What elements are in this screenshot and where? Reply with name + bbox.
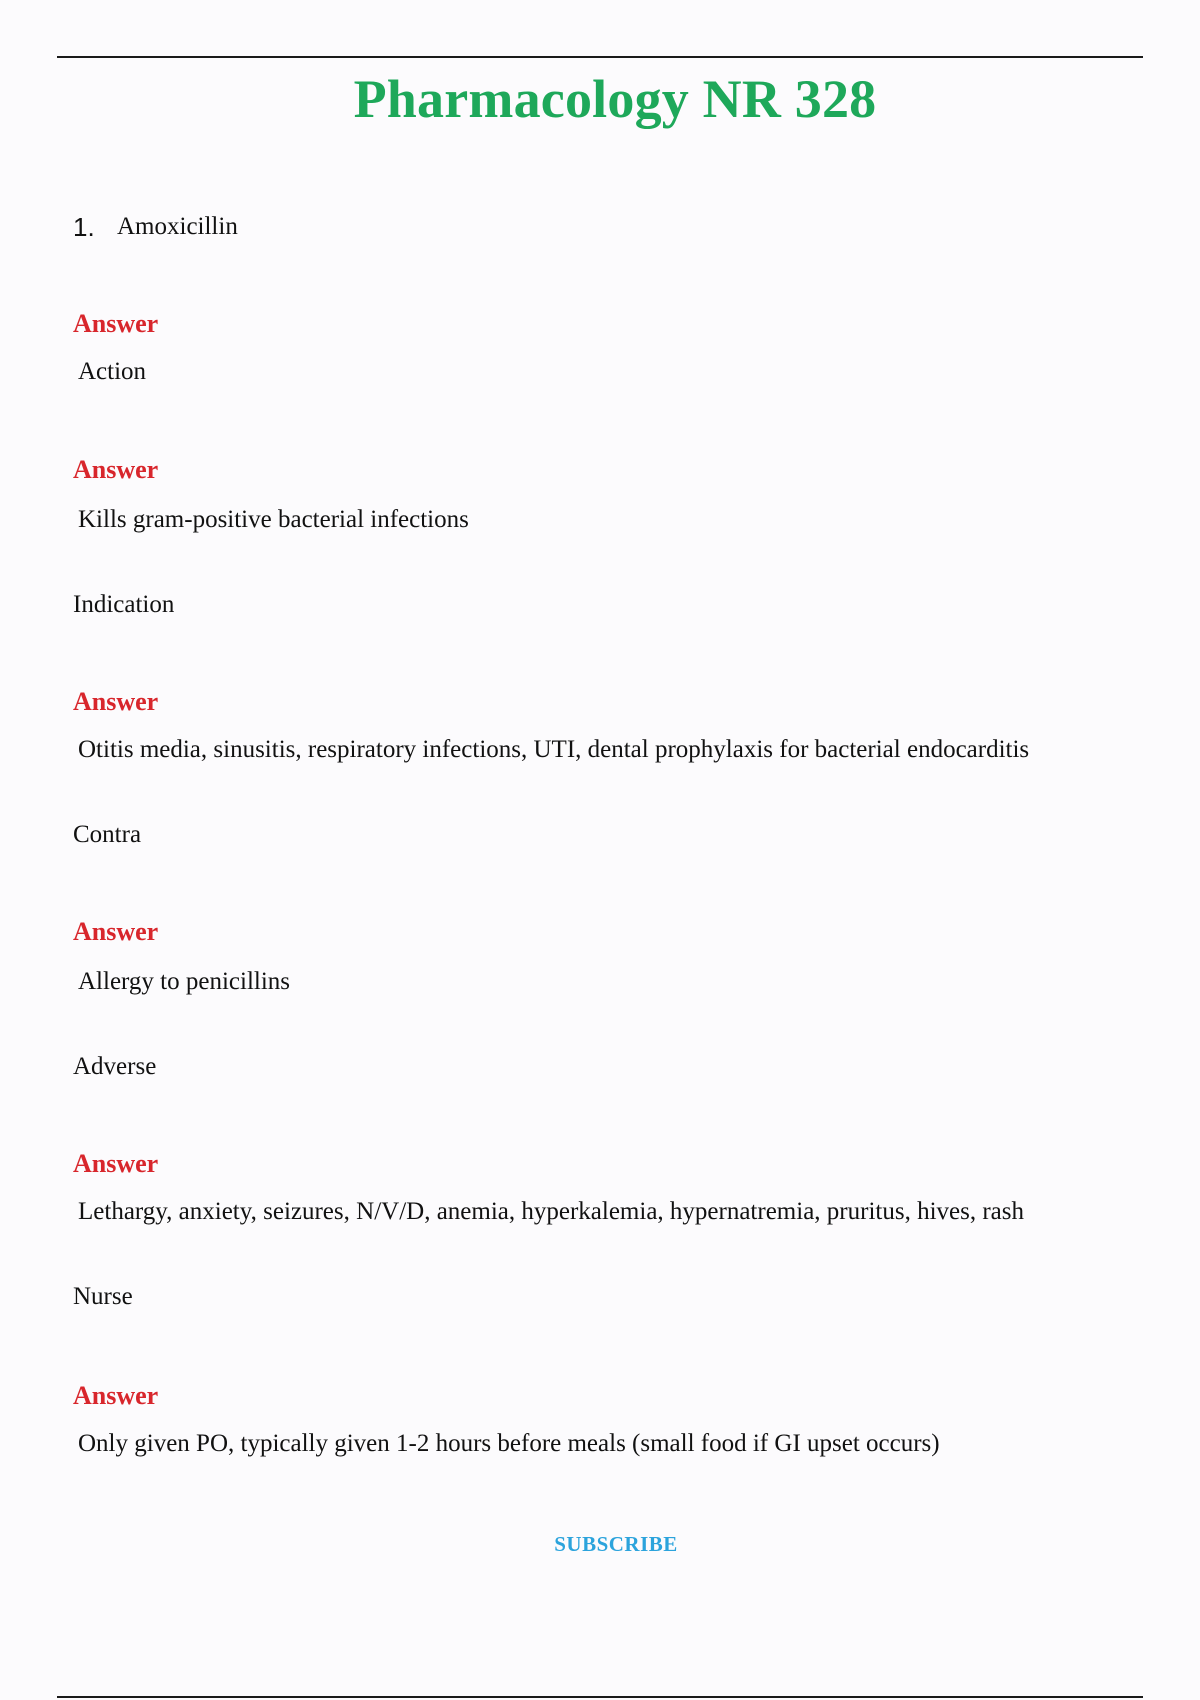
question-text: Amoxicillin xyxy=(117,213,238,240)
question-number: 1. xyxy=(73,212,95,242)
answer-text: Only given PO, typically given 1-2 hours before meals (small food if GI upset occurs) xyxy=(78,1430,940,1457)
section-label-contra: Contra xyxy=(73,821,142,848)
section-label-adverse: Adverse xyxy=(73,1053,157,1080)
answer-label: Answer xyxy=(73,455,159,484)
answer-text: Kills gram-positive bacterial infections xyxy=(78,506,469,533)
section-label-nurse: Nurse xyxy=(73,1283,133,1310)
section-label-indication: Indication xyxy=(73,591,175,618)
subscribe-link[interactable]: SUBSCRIBE xyxy=(554,1532,678,1556)
answer-label: Answer xyxy=(73,1149,159,1178)
answer-label: Answer xyxy=(73,687,159,716)
answer-text: Otitis media, sinusitis, respiratory infections, UTI, dental prophylaxis for bacterial endocarditis xyxy=(78,736,1030,763)
document-title: Pharmacology NR 328 xyxy=(353,69,877,129)
answer-label: Answer xyxy=(73,309,159,338)
answer-text: Allergy to penicillins xyxy=(78,968,291,995)
top-rule xyxy=(57,56,1143,58)
answer-text: Lethargy, anxiety, seizures, N/V/D, anemia, hyperkalemia, hypernatremia, pruritus, hives, rash xyxy=(78,1198,1024,1225)
answer-text: Action xyxy=(78,358,147,385)
answer-label: Answer xyxy=(73,917,159,946)
bottom-rule xyxy=(57,1696,1143,1698)
answer-label: Answer xyxy=(73,1381,159,1410)
